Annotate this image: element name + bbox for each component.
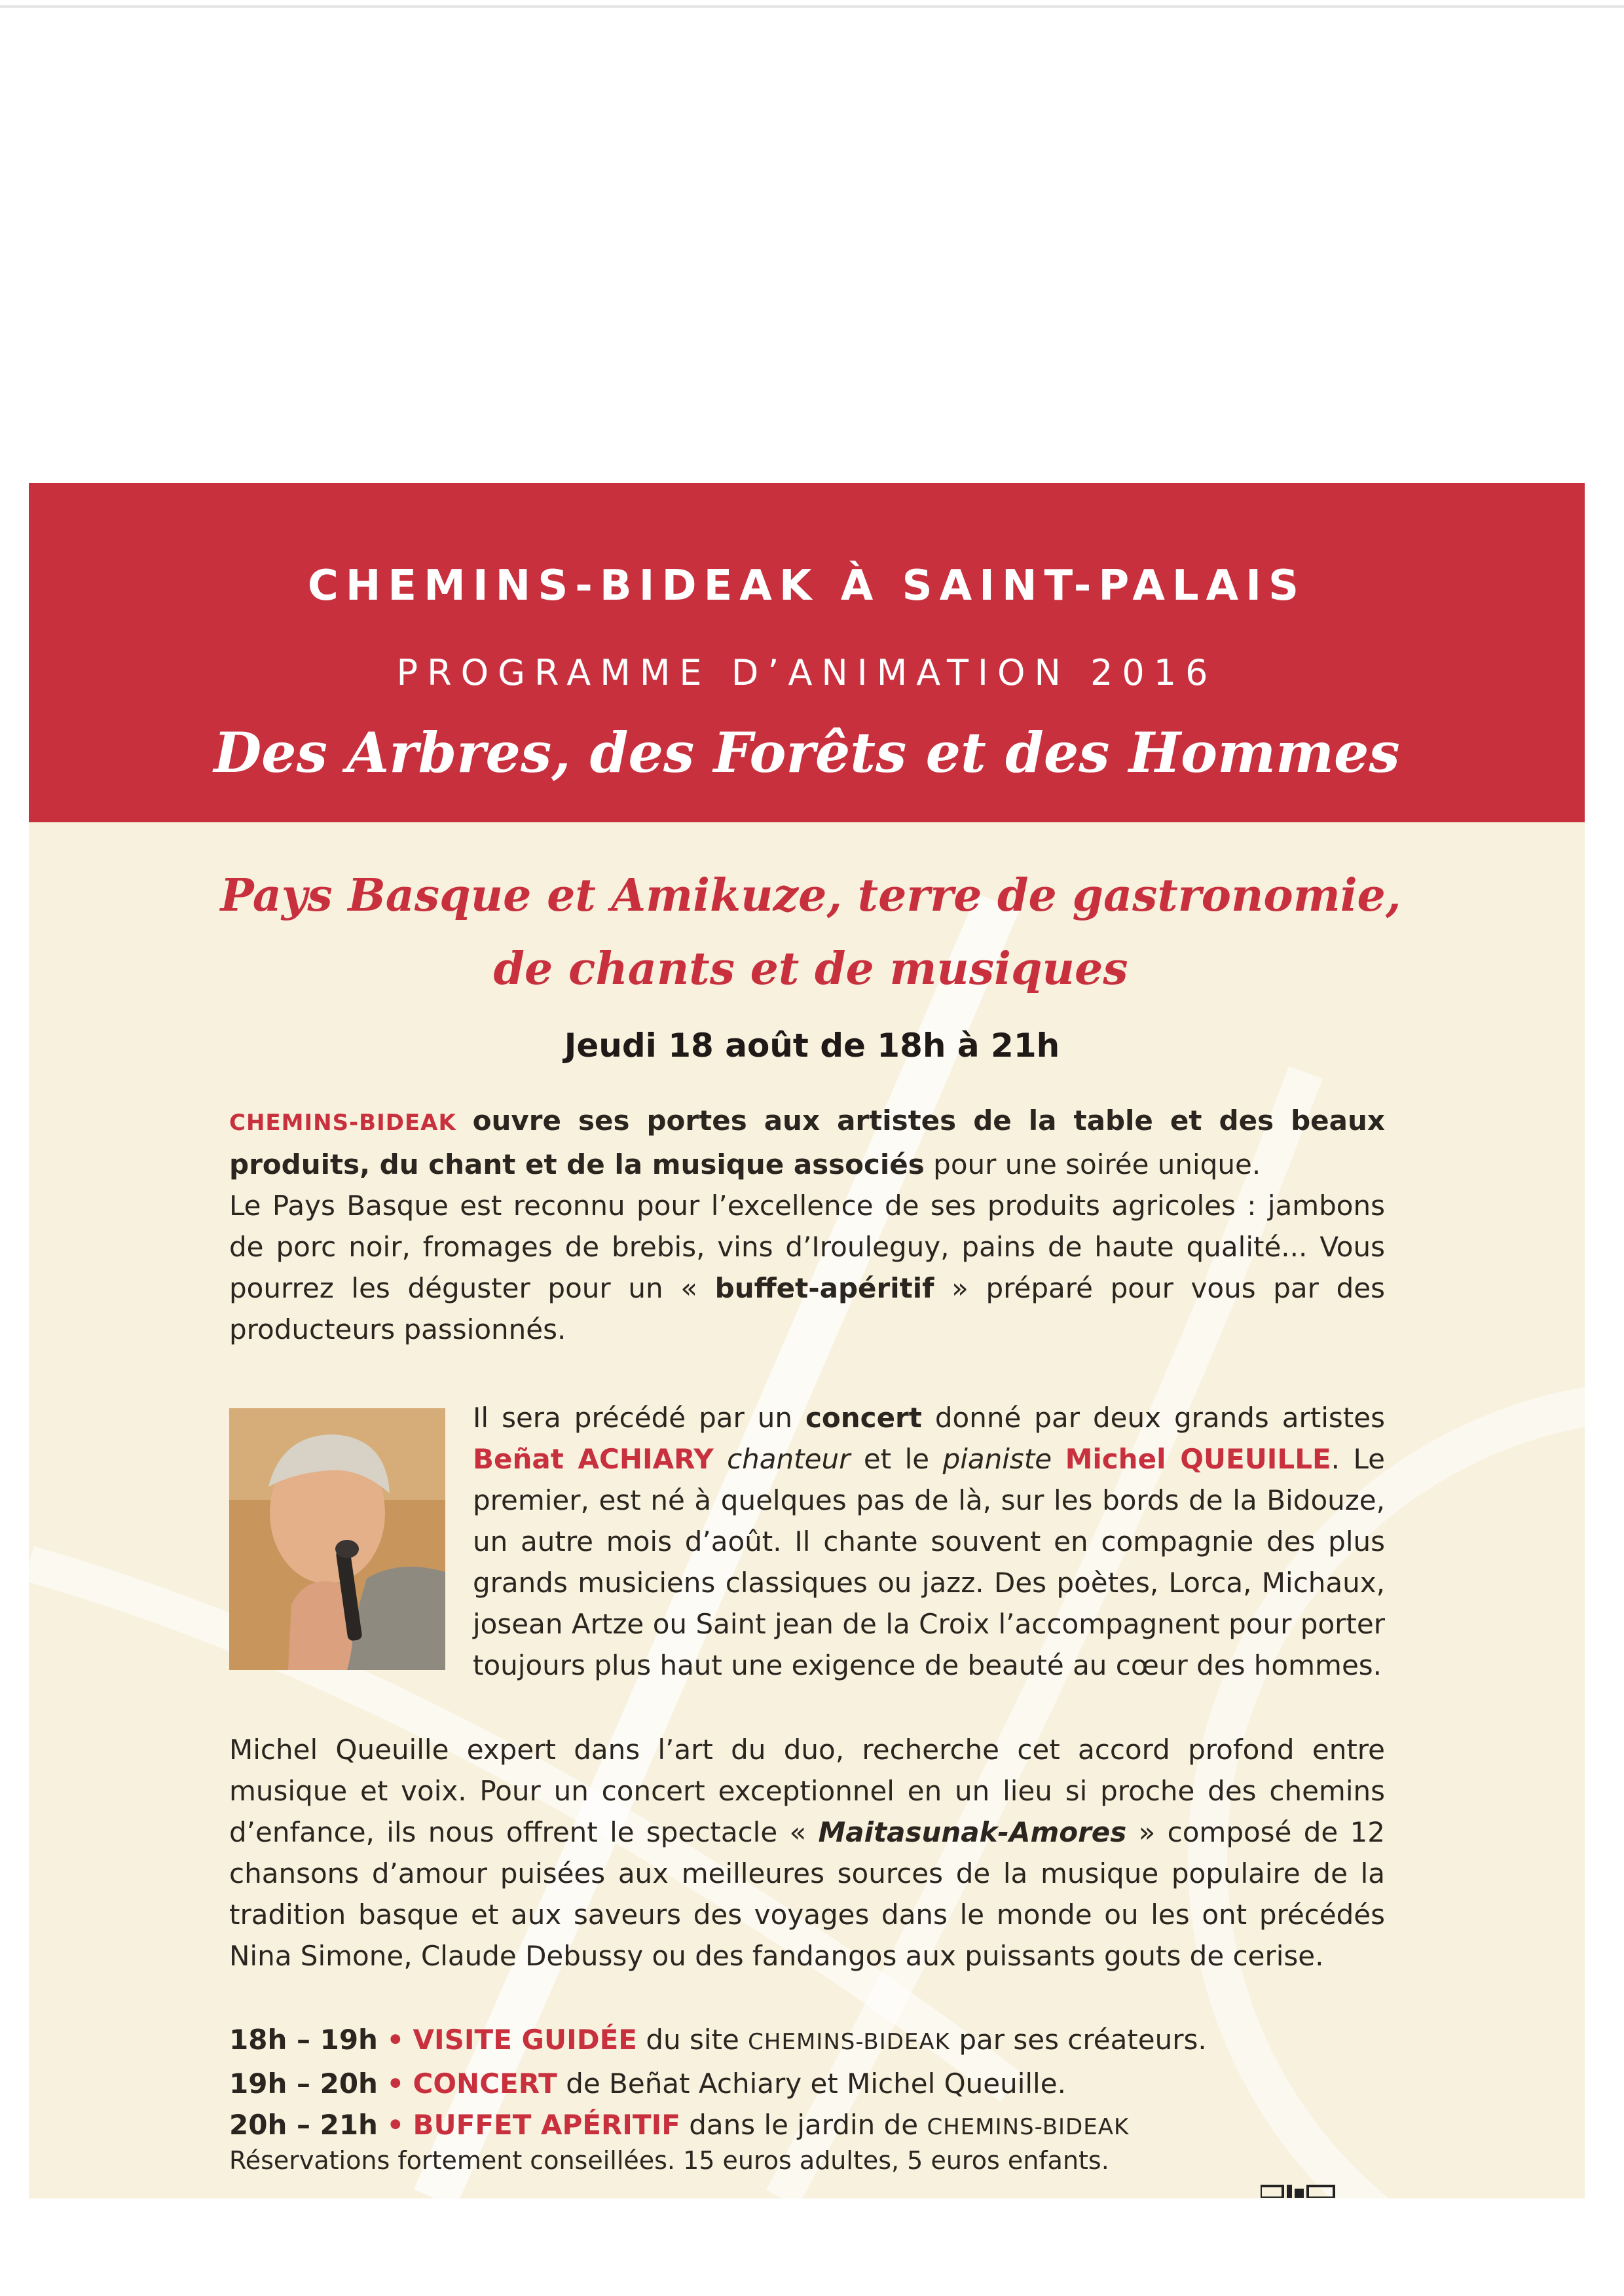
artist-2-name: Michel QUEUILLE bbox=[1065, 1443, 1331, 1475]
concert-text-2: donné par deux grands artistes bbox=[934, 1402, 1385, 1434]
concert-word: concert bbox=[805, 1402, 922, 1434]
bullet-icon: • bbox=[386, 2068, 405, 2100]
concert-paragraph bbox=[473, 1397, 1385, 1686]
duo-text-2: » composé de 12 chansons d’amour puisées aux meilleures sources de la musique populaire de la tradition basque et aux saveurs des voyages dans le monde ou les ont précédés Nina Simone, Claude Debussy ou des fandangos aux puissants gouts de cerise. bbox=[229, 1816, 1385, 1972]
schedule-item bbox=[229, 2104, 1207, 2148]
schedule-detail-end: par ses créateurs. bbox=[959, 2024, 1207, 2056]
duo-paragraph bbox=[229, 1729, 1385, 1977]
reservation-note: Réservations fortement conseillées. 15 euros adultes, 5 euros enfants. bbox=[229, 2146, 1109, 2175]
schedule-activity: CONCERT bbox=[413, 2068, 557, 2100]
schedule-brand: CHEMINS-BIDEAK bbox=[748, 2029, 950, 2055]
schedule-detail: dans le jardin de bbox=[689, 2109, 919, 2141]
bullet-icon: • bbox=[386, 2109, 405, 2141]
header-banner bbox=[29, 483, 1585, 822]
event-date: Jeudi 18 août de 18h à 21h bbox=[564, 1027, 1060, 1065]
qr-code-fragment bbox=[1261, 2185, 1336, 2198]
intro-paragraph bbox=[229, 1100, 1385, 1350]
schedule-detail: de Beñat Achiary et Michel Queuille. bbox=[566, 2068, 1066, 2100]
schedule-item bbox=[229, 2063, 1207, 2104]
show-title: Maitasunak-Amores bbox=[818, 1816, 1127, 1848]
intro-text-2b: » préparé pour vous par des producteurs passionnés. bbox=[229, 1272, 1385, 1345]
schedule-detail: du site bbox=[646, 2024, 739, 2056]
schedule-item bbox=[229, 2019, 1207, 2063]
bullet-icon: • bbox=[386, 2024, 405, 2056]
concert-text-4: . Le premier, est né à quelques pas de là, sur les bords de la Bidouze, un autre mois d’août. Il chante souvent en compagnie des plus grands musiciens classiques ou jazz. Des poètes, Lorca, Michaux, josean Artze ou Saint jean de la Croix l’accompagnent pour porter toujours plus haut une exigence de beauté au cœur des hommes. bbox=[473, 1443, 1385, 1681]
artist-1-role: chanteur bbox=[727, 1443, 851, 1475]
brand-name: CHEMINS-BIDEAK bbox=[229, 1110, 456, 1136]
schedule-time: 20h – 21h bbox=[229, 2109, 378, 2141]
scan-edge-line bbox=[0, 5, 1624, 8]
banner-subtitle: PROGRAMME D’ANIMATION 2016 bbox=[396, 652, 1217, 693]
artist-photo bbox=[229, 1408, 445, 1670]
banner-title: CHEMINS-BIDEAK À SAINT-PALAIS bbox=[307, 562, 1306, 610]
intro-bold-text: ouvre ses portes aux artistes de la table et des beaux produits, du chant et de la musique associés bbox=[229, 1104, 1385, 1180]
intro-text-2a: Le Pays Basque est reconnu pour l’excellence de ses produits agricoles : jambons de porc noir, fromages de brebis, vins d’Irouleguy, pains de haute qualité... Vous pourrez les déguster pour un « bbox=[229, 1190, 1385, 1304]
schedule-list bbox=[229, 2019, 1207, 2148]
buffet-word: buffet-apéritif bbox=[714, 1272, 934, 1304]
banner-theme: Des Arbres, des Forêts et des Hommes bbox=[213, 720, 1400, 785]
schedule-time: 18h – 19h bbox=[229, 2024, 378, 2056]
event-title bbox=[39, 859, 1582, 1006]
concert-text-1: Il sera précédé par un bbox=[473, 1402, 792, 1434]
schedule-brand: CHEMINS-BIDEAK bbox=[927, 2114, 1130, 2140]
schedule-activity: VISITE GUIDÉE bbox=[413, 2024, 637, 2056]
event-title-line-2: de chants et de musiques bbox=[493, 943, 1128, 995]
concert-text-3: et le bbox=[863, 1443, 930, 1475]
intro-text: pour une soirée unique. bbox=[933, 1148, 1261, 1180]
artist-1-name: Beñat ACHIARY bbox=[473, 1443, 714, 1475]
event-title-line-1: Pays Basque et Amikuze, terre de gastronomie, bbox=[220, 869, 1401, 922]
schedule-activity: BUFFET APÉRITIF bbox=[413, 2109, 680, 2141]
duo-text-1: Michel Queuille expert dans l’art du duo, recherche cet accord profond entre musique et voix. Pour un concert exceptionnel en un lieu si proche des chemins d’enfance, ils nous offrent le spectacle « bbox=[229, 1734, 1385, 1848]
artist-2-role: pianiste bbox=[942, 1443, 1052, 1475]
schedule-time: 19h – 20h bbox=[229, 2068, 378, 2100]
